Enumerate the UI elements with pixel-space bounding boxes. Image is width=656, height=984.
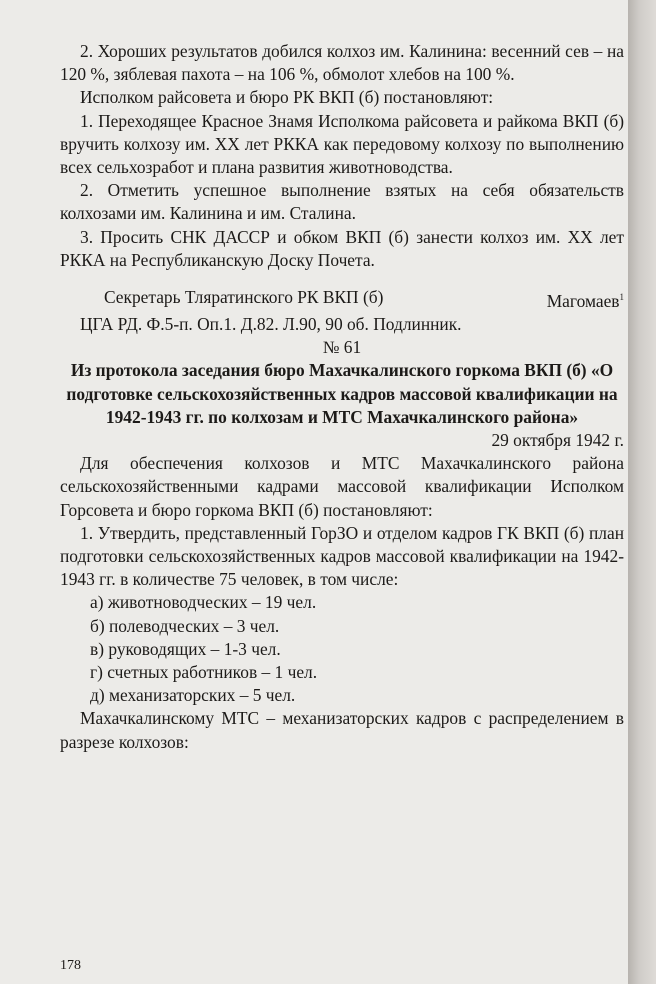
- document-number: № 61: [322, 337, 362, 358]
- document-heading: Из протокола заседания бюро Махачкалинского горкома ВКП (б) «О подготовке сельскохозяйственных кадров массовой квалификации на 1942-1943 гг. по колхозам и МТС Махачкалинского района»: [66, 360, 618, 427]
- signature-name-block: [547, 286, 624, 313]
- signature-name: Магомаев: [546, 290, 620, 311]
- paragraph-results: 2. Хороших результатов добился колхоз им. Калинина: весенний сев – на 120 %, зяблевая пахота – на 106 %, обмолот хлебов на 100 %.: [60, 41, 624, 85]
- paragraph-point-3: 3. Просить СНК ДАССР и обком ВКП (б) занести колхоз им. XX лет РККА на Республиканскую Доску Почета.: [60, 226, 624, 270]
- list-item: г) счетных работников – 1 чел.: [90, 662, 318, 683]
- list-item: в) руководящих – 1-3 чел.: [90, 638, 281, 659]
- page-text: [60, 40, 624, 754]
- paragraph-intro: Для обеспечения колхозов и МТС Махачкалинского района сельскохозяйственными кадрами массовой квалификации Исполком Горсовета и бюро горкома ВКП (б) постановляют:: [60, 453, 624, 520]
- paragraph-point-2: 2. Отметить успешное выполнение взятых на себя обязательств колхозами им. Калинина и им. Сталина.: [60, 180, 624, 224]
- signature-position: Секретарь Тляратинского РК ВКП (б): [104, 287, 384, 308]
- document-date: 29 октября 1942 г.: [491, 430, 624, 451]
- archive-source: ЦГА РД. Ф.5-п. Оп.1. Д.82. Л.90, 90 об. Подлинник.: [80, 314, 462, 335]
- paragraph-plan: 1. Утвердить, представленный ГорЗО и отделом кадров ГК ВКП (б) план подготовки сельскохозяйственных кадров массовой квалификации на 1942-1943 гг. в количестве 75 человек, в том числе:: [60, 522, 624, 590]
- signature-line: [60, 286, 624, 313]
- paragraph-point-1: 1. Переходящее Красное Знамя Исполкома райсовета и райкома ВКП (б) вручить колхозу им. XX лет РККА как передовому колхозу по выполнению всех сельхозработ и плана развития животноводства.: [60, 110, 624, 178]
- page-edge-shadow: [628, 0, 656, 984]
- list-item: б) полеводческих – 3 чел.: [90, 615, 280, 636]
- list-item: а) животноводческих – 19 чел.: [90, 592, 317, 613]
- footnote-marker: 1: [619, 292, 624, 303]
- paragraph-resolve: Исполком райсовета и бюро РК ВКП (б) постановляют:: [80, 87, 494, 108]
- page-number: 178: [60, 958, 81, 973]
- list-item: д) механизаторских – 5 чел.: [90, 685, 296, 706]
- paragraph-closing: Махачкалинскому МТС – механизаторских кадров с распределением в разрезе колхозов:: [60, 708, 624, 752]
